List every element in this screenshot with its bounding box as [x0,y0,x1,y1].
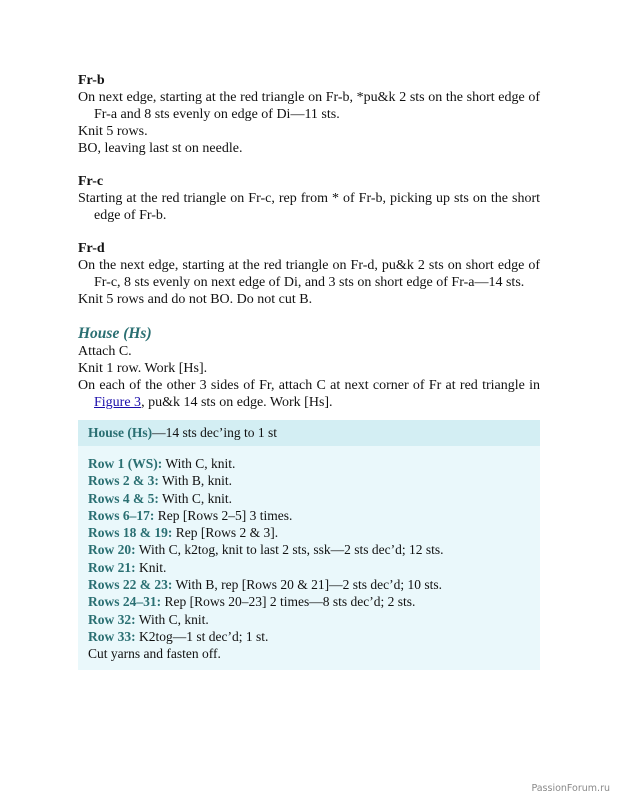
row-label: Rows 24–31: [88,594,162,610]
row-label: Row 1 (WS): [88,456,163,471]
box-title-rest: —14 sts dec’ing to 1 st [152,425,277,440]
final-instruction: Cut yarns and fasten off. [88,646,221,662]
row-text: With C, k2tog, knit to last 2 sts, ssk—2 sts dec’d; 12 sts. [135,542,444,558]
section-heading-house: House (Hs) [78,325,152,342]
row-label: Row 33: [88,628,136,644]
frb-paragraph-2: Knit 5 rows. [78,124,148,139]
row-label: Row 20: [88,542,136,558]
house-paragraph-1: Attach C. [78,344,132,359]
frd-paragraph-1: On the next edge, starting at the red triangle on Fr-d, pu&k 2 sts on short edge of Fr-c, 8 sts evenly on next edge of Di, and 3 sts on short edge of Fr-a—14 sts. [78,258,540,290]
row-text: Knit. [135,559,167,575]
pattern-page [78,72,540,670]
row-text: K2tog—1 st dec’d; 1 st. [135,628,269,644]
row-label: Rows 18 & 19: [88,525,173,541]
row-label: Rows 6–17: [88,507,155,523]
row-instruction [88,472,540,489]
row-instruction [88,559,540,576]
row-text: With C, knit. [162,456,236,471]
row-text: Rep [Rows 20–23] 2 times—8 sts dec’d; 2 sts. [161,594,416,610]
row-instruction [88,628,540,645]
box-title: House (Hs) [88,425,153,440]
house-p3-after: , pu&k 14 sts on edge. Work [Hs]. [141,395,333,410]
row-text: With B, rep [Rows 20 & 21]—2 sts dec’d; 10 sts. [172,577,442,593]
house-paragraph-2: Knit 1 row. Work [Hs]. [78,361,208,376]
box-rows [78,446,540,663]
row-instruction [88,593,540,610]
section-heading-frd: Fr-d [78,241,105,256]
frb-paragraph-1: On next edge, starting at the red triangle on Fr-b, *pu&k 2 sts on the short edge of Fr-a and 8 sts evenly on edge of Di—11 sts. [78,90,540,122]
row-instruction [88,576,540,593]
row-text: With B, knit. [158,473,232,489]
house-instructions-box [78,420,540,670]
section-heading-frc: Fr-c [78,174,104,189]
row-instruction [88,611,540,628]
row-instruction [88,507,540,524]
row-instruction [88,490,540,507]
house-paragraph-3 [78,377,540,411]
frd-paragraph-2: Knit 5 rows and do not BO. Do not cut B. [78,292,313,307]
row-instruction [88,455,540,472]
row-text: Rep [Rows 2 & 3]. [172,525,279,541]
box-header [78,420,540,446]
section-heading-frb: Fr-b [78,73,105,88]
row-text: With C, knit. [135,611,209,627]
row-text: With C, knit. [158,490,232,506]
row-text: Rep [Rows 2–5] 3 times. [154,507,293,523]
row-instruction [88,541,540,558]
row-label: Row 21: [88,559,136,575]
frb-paragraph-3: BO, leaving last st on needle. [78,141,243,156]
row-label: Row 32: [88,611,136,627]
frc-paragraph-1: Starting at the red triangle on Fr-c, rep from * of Fr-b, picking up sts on the short edge of Fr-b. [78,191,540,223]
row-label: Rows 2 & 3: [88,473,159,489]
row-label: Rows 22 & 23: [88,577,173,593]
watermark: PassionForum.ru [531,783,610,794]
row-label: Rows 4 & 5: [88,490,159,506]
house-p3-before: On each of the other 3 sides of Fr, attach C at next corner of Fr at red triangle in [78,378,540,393]
row-instruction [88,524,540,541]
figure-3-link[interactable]: Figure 3 [94,395,142,410]
